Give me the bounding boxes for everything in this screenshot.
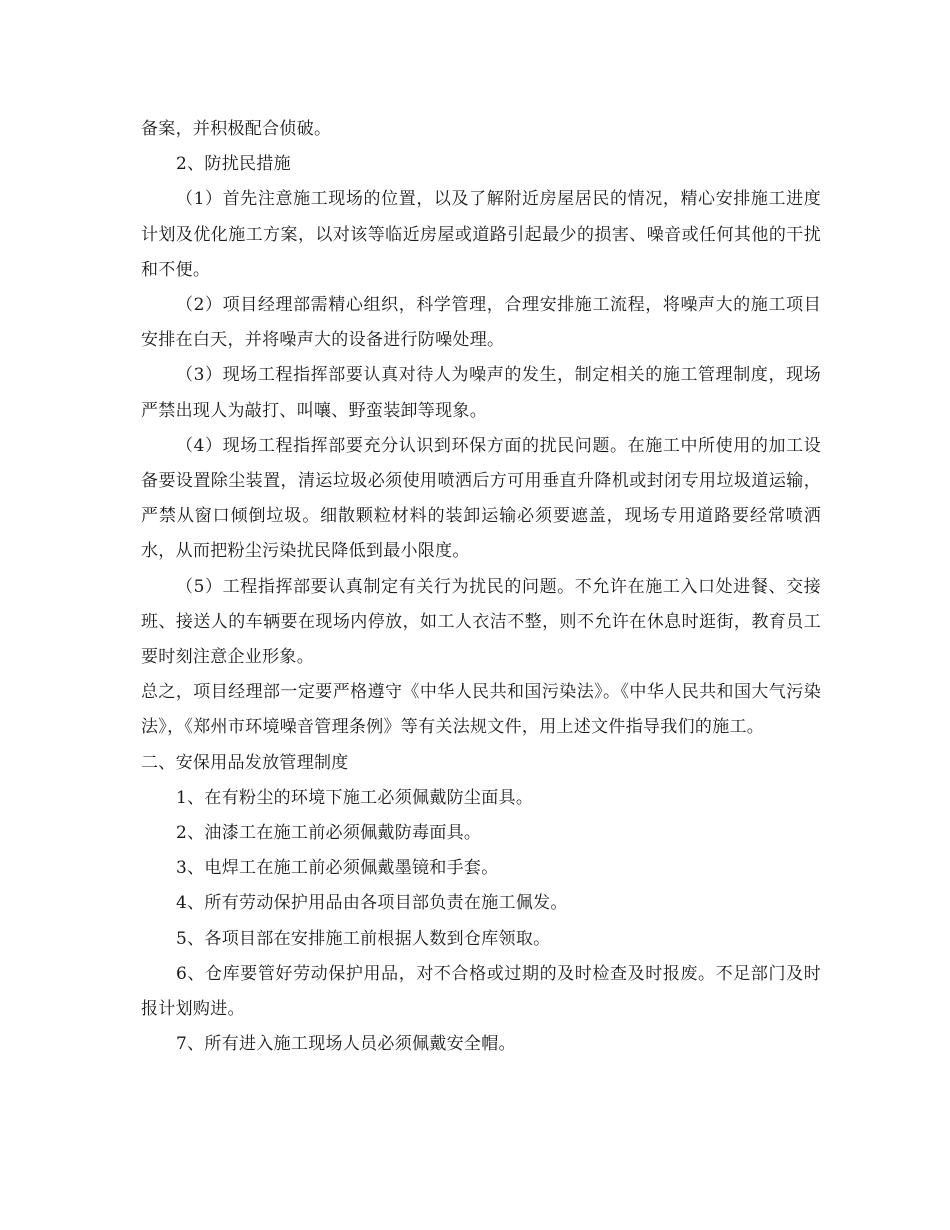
list-item-5: 5、各项目部在安排施工前根据人数到仓库领取。 xyxy=(176,928,551,949)
paragraph-4: （2）项目经理部需精心组织，科学管理，合理安排施工流程，将噪声大的施工项目安排在白天，并将噪声大的设备进行防噪处理。 xyxy=(141,295,821,351)
list-item-3: 3、电焊工在施工前必须佩戴墨镜和手套。 xyxy=(176,858,499,879)
list-item-1: 1、在有粉尘的环境下施工必须佩戴防尘面具。 xyxy=(176,787,534,808)
section-heading: 二、安保用品发放管理制度 xyxy=(141,752,349,773)
list-item-6: 6、仓库要管好劳动保护用品，对不合格或过期的及时检查及时报废。不足部门及时报计划购进。 xyxy=(141,963,821,1020)
paragraph-8: 总之，项目经理部一定要严格遵守《中华人民共和国污染法》。《中华人民共和国大气污染法》，《郑州市环境噪音管理条例》等有关法规文件，用上述文件指导我们的施工。 xyxy=(141,682,821,738)
list-item-4: 4、所有劳动保护用品由各项目部负责在施工佩发。 xyxy=(176,893,568,914)
paragraph-7: （5）工程指挥部要认真制定有关行为扰民的问题。不允许在施工入口处进餐、交接班、接送人的车辆要在现场内停放，如工人衣洁不整，则不允许在休息时逛街，教育员工要时刻注意企业形象。 xyxy=(141,576,821,668)
paragraph-6: （4）现场工程指挥部要充分认识到环保方面的扰民问题。在施工中所使用的加工设备要设置除尘装置，清运垃圾必须使用喷洒后方可用垂直升降机或封闭专用垃圾道运输，严禁从窗口倾倒垃圾。细散颗粒材料的装卸运输必须要遮盖，现场专用道路要经常喷洒水，从而把粉尘污染扰民降低到最小限度。 xyxy=(141,435,821,562)
paragraph-3: （1）首先注意施工现场的位置，以及了解附近房屋居民的情况，精心安排施工进度计划及优化施工方案，以对该等临近房屋或道路引起最少的损害、噪音或任何其他的干扰和不便。 xyxy=(141,189,821,280)
document-body xyxy=(141,112,821,1062)
paragraph-5: （3）现场工程指挥部要认真对待人为噪声的发生，制定相关的施工管理制度，现场严禁出现人为敲打、叫嚷、野蛮装卸等现象。 xyxy=(141,365,821,421)
paragraph-2: 2、防扰民措施 xyxy=(176,154,291,175)
list-item-2: 2、油漆工在施工前必须佩戴防毒面具。 xyxy=(176,823,482,844)
paragraph-1: 备案，并积极配合侦破。 xyxy=(141,119,332,139)
list-item-7: 7、所有进入施工现场人员必须佩戴安全帽。 xyxy=(176,1034,516,1055)
